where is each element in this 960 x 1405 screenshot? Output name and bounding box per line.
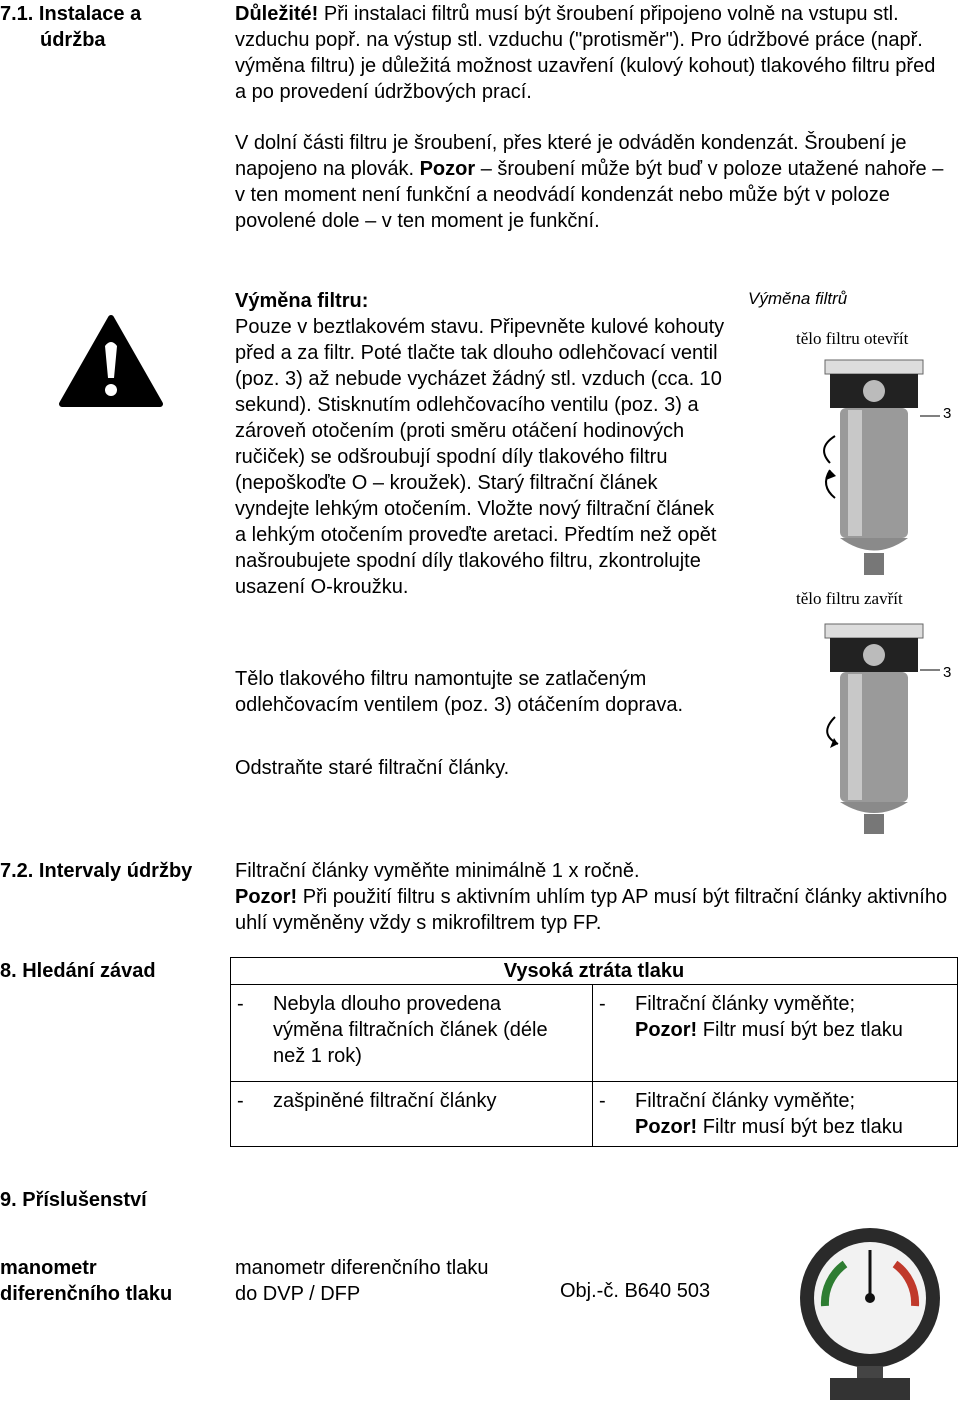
close-filter-label: tělo filtru zavřít xyxy=(796,589,903,608)
mount-instructions: Tělo tlakového filtru namontujte se zatlačeným odlehčovacím ventilem (poz. 3) otáčením doprava. xyxy=(235,668,683,716)
dispose-instructions: Odstraňte staré filtrační články. xyxy=(235,757,510,779)
replace-heading: Výměna filtru: xyxy=(235,290,369,312)
filter-figure-caption: Výměna filtrů xyxy=(748,289,848,308)
important-note: Důležité! Při instalaci filtrů musí být šroubení připojeno volně na vstupu stl. vzduchu popř. na výstup stl. vzduchu ("protisměr"). Pro údržbové práce (např. výměna filtru) je důležitá možnost uzavření (kulový kohout) tlakového filtru před a po provedení údržbových prací. xyxy=(235,3,936,103)
condensate-note: V dolní části filtru je šroubení, přes které je odváděn kondenzát. Šroubení je napojeno na plovák. Pozor – šroubení může být buď v poloze utažené nahoře – v ten moment není funkční a neodvádí kondenzát nebo může být v poloze povolené dole – v ten moment je funkční. xyxy=(235,132,944,232)
fault-remedy: Filtrační články vyměňte; Pozor! Filtr musí být bez tlaku xyxy=(635,993,903,1041)
warning-triangle-icon xyxy=(58,312,164,408)
interval-line: Filtrační články vyměňte minimálně 1 x ročně. xyxy=(235,860,640,882)
differential-pressure-gauge-icon xyxy=(785,1226,955,1404)
table-row: - Nebyla dlouho provedena výměna filtračních článek (déle než 1 rok) - Filtrační články vyměňte; Pozor! Filtr musí být bez tlaku xyxy=(231,985,958,1082)
section-7-2-heading: 7.2. Intervaly údržby xyxy=(0,860,193,882)
order-number: Obj.-č. B640 503 xyxy=(560,1280,711,1302)
position-number-close: 3 xyxy=(943,664,952,681)
position-number-open: 3 xyxy=(943,405,952,422)
section-8-heading: 8. Hledání závad xyxy=(0,960,156,982)
replace-instructions: Pouze v beztlakovém stavu. Připevněte kulové kohouty před a za filtr. Poté tlačte tak dlouho odlehčovací ventil (poz. 3) až nebude vycházet žádný stl. vzduch (cca. 10 sekund). Stisknutím odlehčovacího ventilu (poz. 3) a zároveň otočením (proti směru otáčení hodinových ručiček) se odšroubují spodní díly tlakového filtru (nepoškoďte O – kroužek). Starý filtrační článek vyndejte lehkým otočením. Vložte nový filtrační článek a lehkým otočením proveďte aretaci. Předtím než opět našroubujete spodní díly tlakového filtru, zkontrolujte usazení O-kroužku. xyxy=(235,316,725,598)
fault-table-header: Vysoká ztráta tlaku xyxy=(231,958,958,985)
open-filter-label: tělo filtru otevřít xyxy=(796,329,909,348)
table-row: - zašpiněné filtrační články - Filtrační články vyměňte; Pozor! Filtr musí být bez tlaku xyxy=(231,1082,958,1147)
fault-cause: zašpiněné filtrační články xyxy=(273,1090,497,1112)
section-7-1-heading: 7.1. Instalace a údržba xyxy=(0,3,142,51)
fault-cause: Nebyla dlouho provedena výměna filtračních článek (déle než 1 rok) xyxy=(273,993,548,1067)
interval-warning: Pozor! Při použití filtru s aktivním uhlím typ AP musí být filtrační články aktivního uhlí vyměněny vždy s mikrofiltrem typ FP. xyxy=(235,886,948,934)
fault-table xyxy=(230,957,958,1147)
section-9-heading: 9. Příslušenství xyxy=(0,1189,147,1211)
fault-remedy: Filtrační články vyměňte; Pozor! Filtr musí být bez tlaku xyxy=(635,1090,903,1138)
filter-housing-icon xyxy=(790,358,960,583)
accessory-label: manometr diferenčního tlaku xyxy=(0,1257,173,1305)
filter-housing-icon xyxy=(790,622,960,837)
accessory-description: manometr diferenčního tlaku do DVP / DFP xyxy=(235,1257,489,1305)
